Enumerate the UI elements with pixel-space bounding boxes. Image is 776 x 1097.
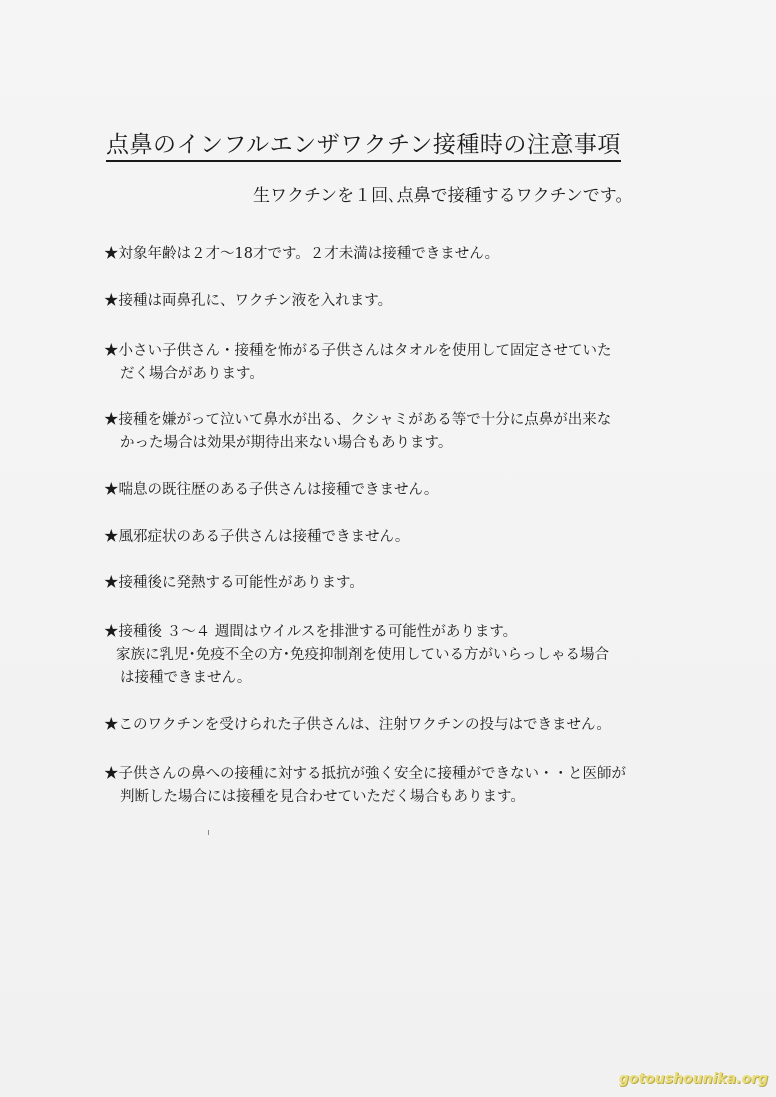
notice-line: ★接種後 ３～４ 週間はウイルスを排泄する可能性があります。 [104, 624, 518, 640]
site-watermark: gotoushounika.org [618, 1071, 768, 1087]
notice-line: ★小さい子供さん・接種を怖がる子供さんはタオルを使用して固定させていた [104, 343, 612, 359]
notice-item-both-nostrils [104, 290, 664, 313]
notice-item-crying [104, 409, 664, 455]
notice-line: ★対象年齢は２才～18才です。２才未満は接種できません。 [104, 246, 500, 262]
notice-item-asthma [104, 479, 664, 502]
notice-item-restraint [104, 340, 664, 386]
notice-line: かった場合は効果が期待出来ない場合もあります。 [120, 435, 453, 451]
notice-line: ★接種後に発熱する可能性があります。 [104, 575, 364, 591]
notice-item-doctor-judgement [104, 763, 664, 809]
notice-item-virus-shedding [104, 621, 664, 690]
notice-line: ★接種を嫌がって泣いて鼻水が出る、クシャミがある等で十分に点鼻が出来な [104, 412, 612, 428]
notice-item-cold-symptoms [104, 526, 664, 549]
notice-line: ★子供さんの鼻への接種に対する抵抗が強く安全に接種ができない・・と医師が [104, 766, 626, 782]
document-subtitle: 生ワクチンを１回､点鼻で接種するワクチンです。 [253, 186, 633, 206]
notice-line: だく場合があります。 [120, 366, 264, 382]
notice-line: は接種できません。 [120, 670, 252, 686]
notice-line: 家族に乳児･免疫不全の方･免疫抑制剤を使用している方がいらっしゃる場合 [116, 647, 609, 663]
notice-line: ★喘息の既往歴のある子供さんは接種できません。 [104, 482, 439, 498]
notice-line: ★このワクチンを受けられた子供さんは、注射ワクチンの投与はできません。 [104, 717, 611, 733]
notice-line: 判断した場合には接種を見合わせていただく場合もあります。 [120, 789, 525, 805]
notice-line: ★風邪症状のある子供さんは接種できません。 [104, 529, 410, 545]
notice-item-fever [104, 572, 664, 595]
notice-item-age [104, 243, 664, 266]
document-title: 点鼻のインフルエンザワクチン接種時の注意事項 [106, 131, 621, 162]
scan-speck [208, 830, 209, 835]
notice-item-injection [104, 714, 664, 737]
notice-line: ★接種は両鼻孔に、ワクチン液を入れます。 [104, 293, 393, 309]
